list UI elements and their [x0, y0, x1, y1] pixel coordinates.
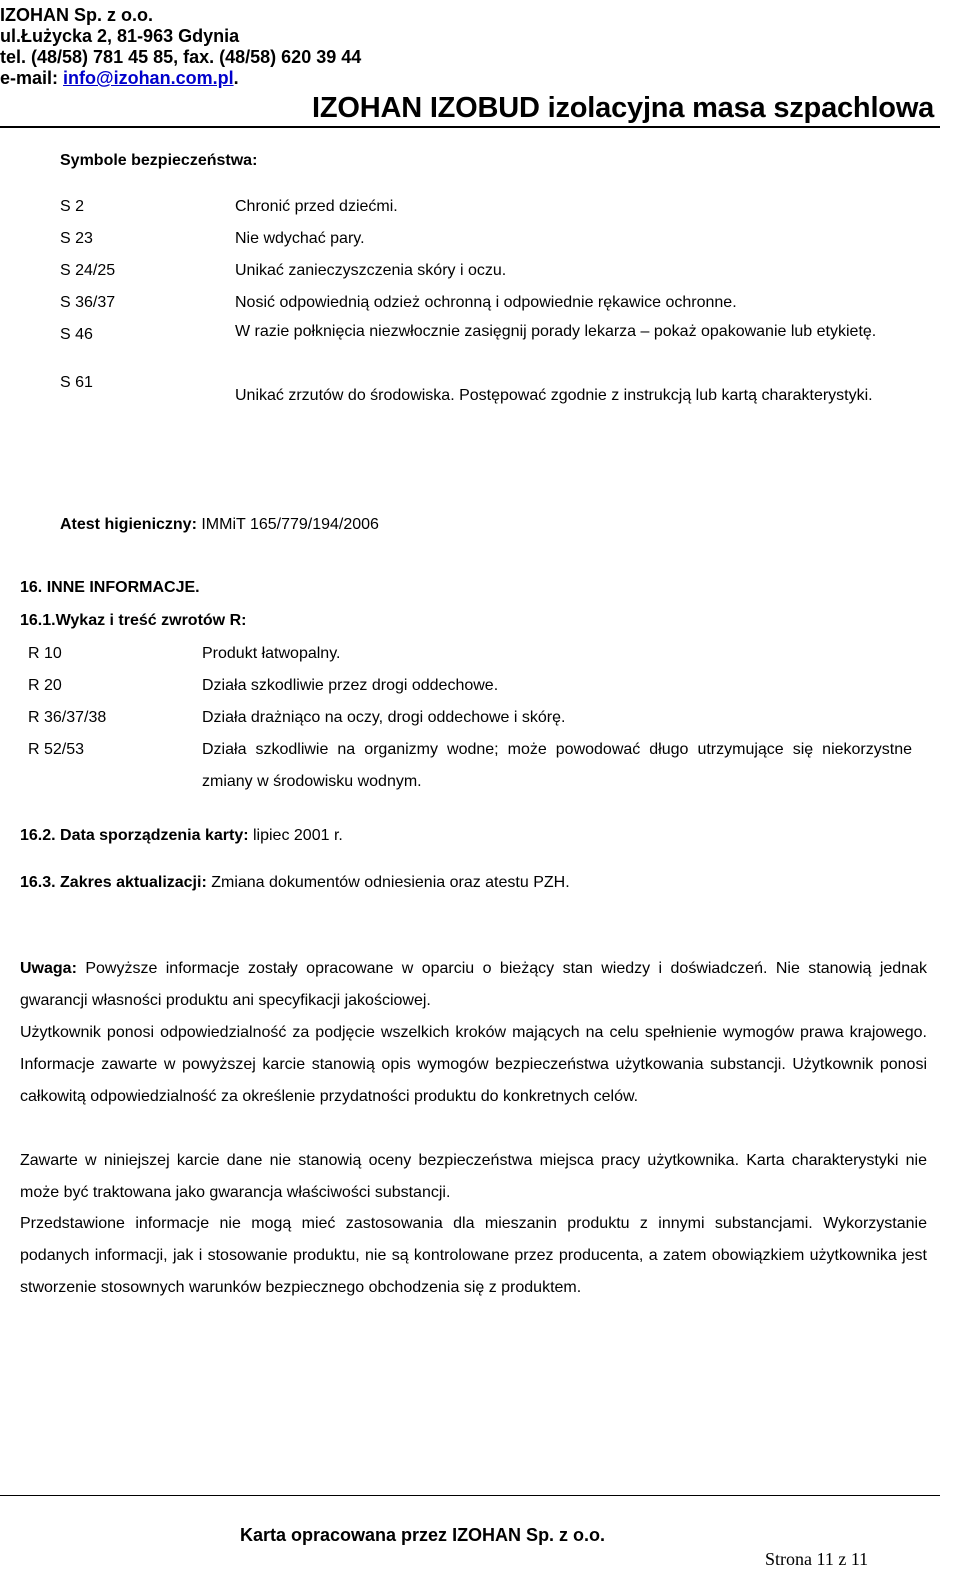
safety-text: Nie wdychać pary.	[235, 230, 365, 247]
safety-text: Unikać zrzutów do środowiska. Postępować zgodnie z instrukcją lub kartą charakterystyki.	[235, 387, 873, 404]
update-scope-label: 16.3. Zakres aktualizacji:	[20, 874, 207, 891]
atest-line	[60, 515, 379, 535]
email-prefix: e-mail:	[0, 68, 64, 88]
r-text: Działa szkodliwie przez drogi oddechowe.	[202, 677, 499, 694]
r-code: R 10	[28, 645, 62, 662]
r-text: Produkt łatwopalny.	[202, 645, 341, 662]
safety-code: S 36/37	[60, 294, 116, 311]
safety-text: Chronić przed dziećmi.	[235, 198, 398, 215]
r-text: Działa szkodliwie na organizmy wodne; może powodować długo utrzymujące się niekorzystne zmiany w środowisku wodnym.	[202, 741, 912, 790]
company-phones: tel. (48/58) 781 45 85, fax. (48/58) 620 39 44	[0, 47, 362, 67]
r-code: R 36/37/38	[28, 709, 107, 726]
prep-date-label: 16.2. Data sporządzenia karty:	[20, 827, 249, 844]
safety-text: W razie połknięcia niezwłocznie zasięgnij porady lekarza – pokaż opakowanie lub etykietę.	[235, 323, 877, 340]
safety-heading: Symbole bezpieczeństwa:	[60, 152, 258, 169]
email-link[interactable]: info@izohan.com.pl	[63, 68, 234, 88]
page-number: Strona 11 z 11	[765, 1549, 869, 1569]
subsection-heading: 16.1.Wykaz i treść zwrotów R:	[20, 612, 247, 629]
r-code: R 20	[28, 677, 62, 694]
safety-code: S 2	[60, 198, 85, 215]
note-paragraph: Użytkownik ponosi odpowiedzialność za podjęcie wszelkich kroków mających na celu spełnienie wymogów prawa krajowego. Informacje zawarte w powyższej karcie stanowią opis wymogów bezpieczeństwa użytkowania substancji. Użytkownik ponosi całkowitą odpowiedzialność za określenie przydatności produktu do konkretnych celów.	[20, 1024, 927, 1105]
prep-date-value: lipiec 2001 r.	[248, 827, 343, 844]
email-suffix: .	[233, 68, 239, 88]
footer-prepared-by: Karta opracowana przez IZOHAN Sp. z o.o.	[240, 1525, 606, 1545]
note-paragraph	[20, 953, 927, 1017]
section-heading: 16. INNE INFORMACJE.	[20, 579, 200, 596]
note-paragraph: Przedstawione informacje nie mogą mieć zastosowania dla mieszanin produktu z innymi substancjami. Wykorzystanie podanych informacji, jak i stosowanie produktu, nie są kontrolowane przez producenta, a zatem obowiązkiem użytkownika jest stworzenie stosownych warunków bezpiecznego obchodzenia się z produktem.	[20, 1215, 927, 1296]
safety-code: S 46	[60, 326, 93, 343]
safety-text: Nosić odpowiednią odzież ochronną i odpowiednie rękawice ochronne.	[235, 294, 737, 311]
header-divider	[0, 126, 940, 128]
uwaga-label: Uwaga:	[20, 960, 77, 977]
update-scope-value: Zmiana dokumentów odniesienia oraz atestu PZH.	[206, 874, 570, 891]
company-address: ul.Łużycka 2, 81-963 Gdynia	[0, 26, 240, 46]
atest-label: Atest higieniczny:	[60, 516, 197, 533]
safety-code: S 61	[60, 374, 93, 391]
product-title: IZOHAN IZOBUD izolacyjna masa szpachlowa	[312, 92, 935, 124]
note-text: Powyższe informacje zostały opracowane w oparciu o bieżący stan wiedzy i doświadczeń. Nie stanowią jednak gwarancji własności produktu ani specyfikacji jakościowej.	[20, 960, 927, 1009]
company-name: IZOHAN Sp. z o.o.	[0, 5, 153, 25]
note-paragraph: Zawarte w niniejszej karcie dane nie stanowią oceny bezpieczeństwa miejsca pracy użytkownika. Karta charakterystyki nie może być traktowana jako gwarancja właściwości substancji.	[20, 1152, 927, 1201]
r-text: Działa drażniąco na oczy, drogi oddechowe i skórę.	[202, 709, 566, 726]
safety-text: Unikać zanieczyszczenia skóry i oczu.	[235, 262, 507, 279]
company-email-line	[0, 67, 239, 89]
atest-value: IMMiT 165/779/194/2006	[196, 516, 379, 533]
r-code: R 52/53	[28, 741, 85, 758]
safety-code: S 23	[60, 230, 93, 247]
update-scope-line	[20, 873, 570, 893]
footer-divider	[0, 1495, 940, 1496]
safety-code: S 24/25	[60, 262, 116, 279]
prep-date-line	[20, 826, 343, 846]
